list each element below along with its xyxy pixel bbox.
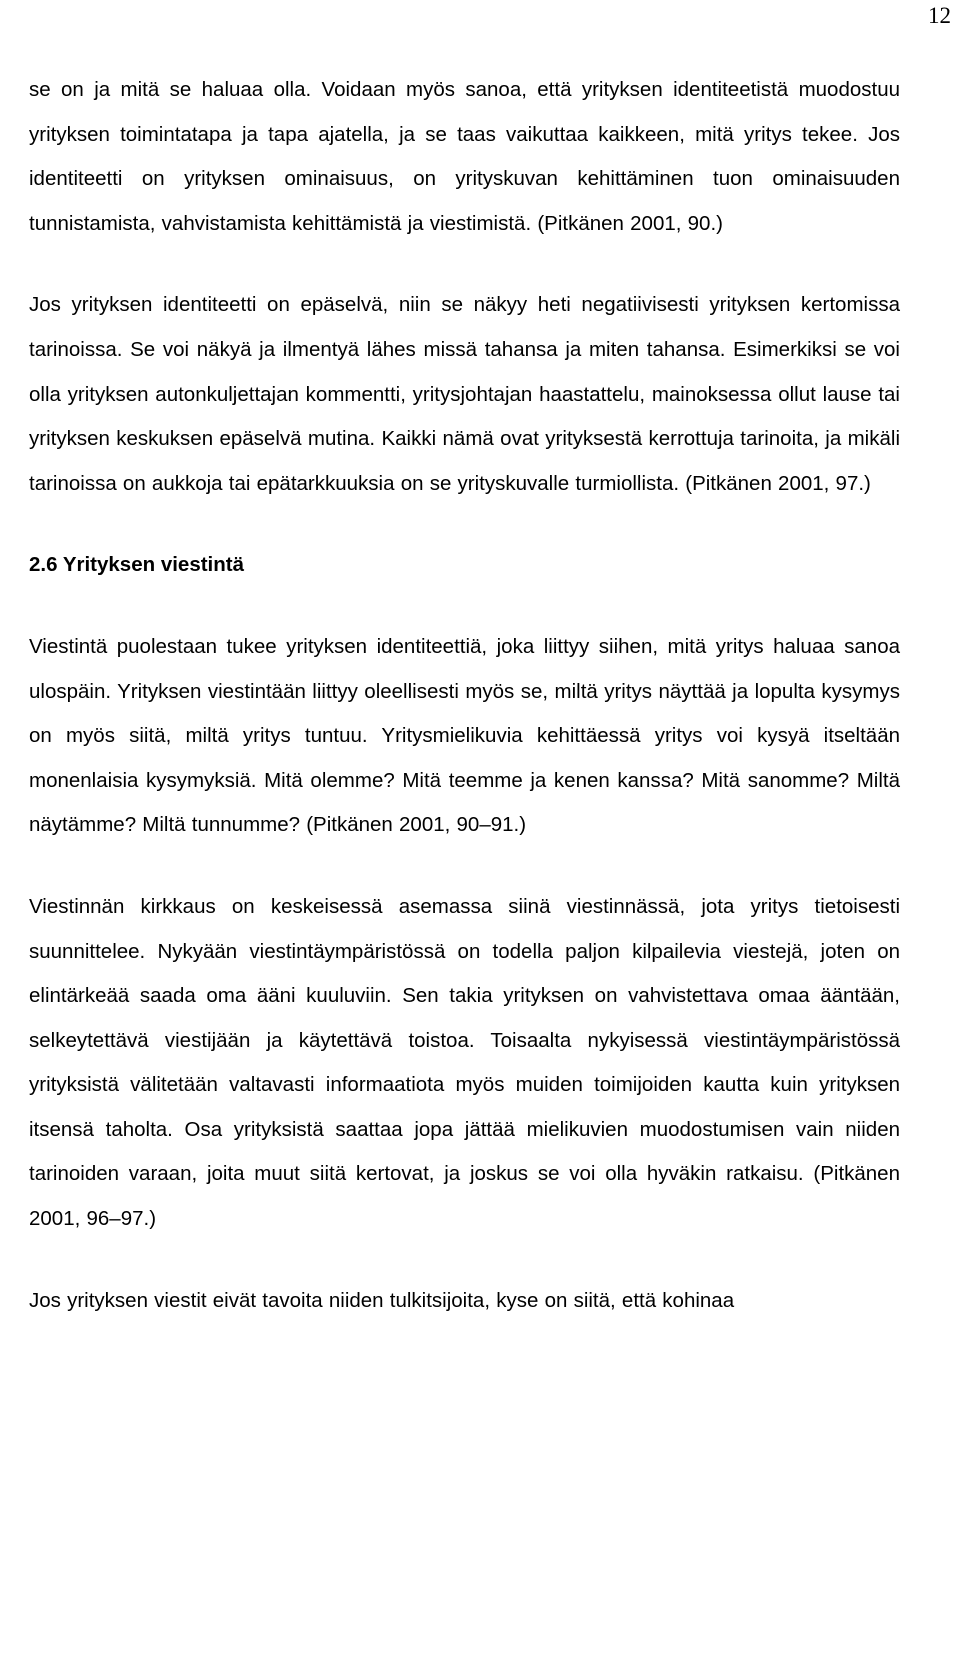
paragraph-communication-identity: Viestintä puolestaan tukee yrityksen identiteettiä, joka liittyy siihen, mitä yritys haluaa sanoa ulospäin. Yrityksen viestintään liittyy oleellisesti myös se, miltä yritys näyttää ja lopulta kysymys on myös siitä, miltä yritys tuntuu. Yritysmielikuvia kehittäessä yritys voi kysyä itseltään monenlaisia kysymyksiä. Mitä olemme? Mitä teemme ja kenen kanssa? Mitä sanomme? Miltä näytämme? Miltä tunnumme? (Pitkänen 2001, 90–91.) — [29, 634, 900, 837]
section-heading: 2.6 Yrityksen viestintä — [29, 553, 244, 577]
paragraph-noise: Jos yrityksen viestit eivät tavoita niiden tulkitsijoita, kyse on siitä, että kohinaa — [29, 1288, 735, 1312]
page-number: 12 — [928, 3, 951, 28]
paragraph-communication-clarity: Viestinnän kirkkaus on keskeisessä asemassa siinä viestinnässä, jota yritys tietoisesti suunnittelee. Nykyään viestintäympäristössä on todella paljon kilpailevia viestejä, joten on elintärkeää saada oma ääni kuuluviin. Sen takia yrityksen on vahvistettava omaa ääntään, selkeytettävä viestijään ja käytettävä toistoa. Toisaalta nykyisessä viestintäympäristössä yrityksistä välitetään valtavasti informaatiota myös muiden toimijoiden kautta kuin yrityksen itsensä taholta. Osa yrityksistä saattaa jopa jättää mielikuvien muodostumisen vain niiden tarinoiden varaan, joita muut siitä kertovat, ja joskus se voi olla hyväkin ratkaisu. (Pitkänen 2001, 96–97.) — [29, 894, 900, 1231]
paragraph-identity-definition: se on ja mitä se haluaa olla. Voidaan myös sanoa, että yrityksen identiteetistä muodostuu yrityksen toimintatapa ja tapa ajatella, ja se taas vaikuttaa kaikkeen, mitä yritys tekee. Jos identiteetti on yrityksen ominaisuus, on yrityskuvan kehittäminen tuon ominaisuuden tunnistamista, vahvistamista kehittämistä ja viestimistä. (Pitkänen 2001, 90.) — [29, 78, 900, 235]
paragraph-identity-stories: Jos yrityksen identiteetti on epäselvä, niin se näkyy heti negatiivisesti yrityksen kertomissa tarinoissa. Se voi näkyä ja ilmentyä lähes missä tahansa ja miten tahansa. Esimerkiksi se voi olla yrityksen autonkuljettajan kommentti, yritysjohtajan haastattelu, mainoksessa ollut lause tai yrityksen keskuksen epäselvä mutina. Kaikki nämä ovat yrityksestä kerrottuja tarinoita, ja mikäli tarinoissa on aukkoja tai epätarkkuuksia on se yrityskuvalle turmiollista. (Pitkänen 2001, 97.) — [29, 293, 900, 495]
document-body — [29, 68, 900, 1323]
